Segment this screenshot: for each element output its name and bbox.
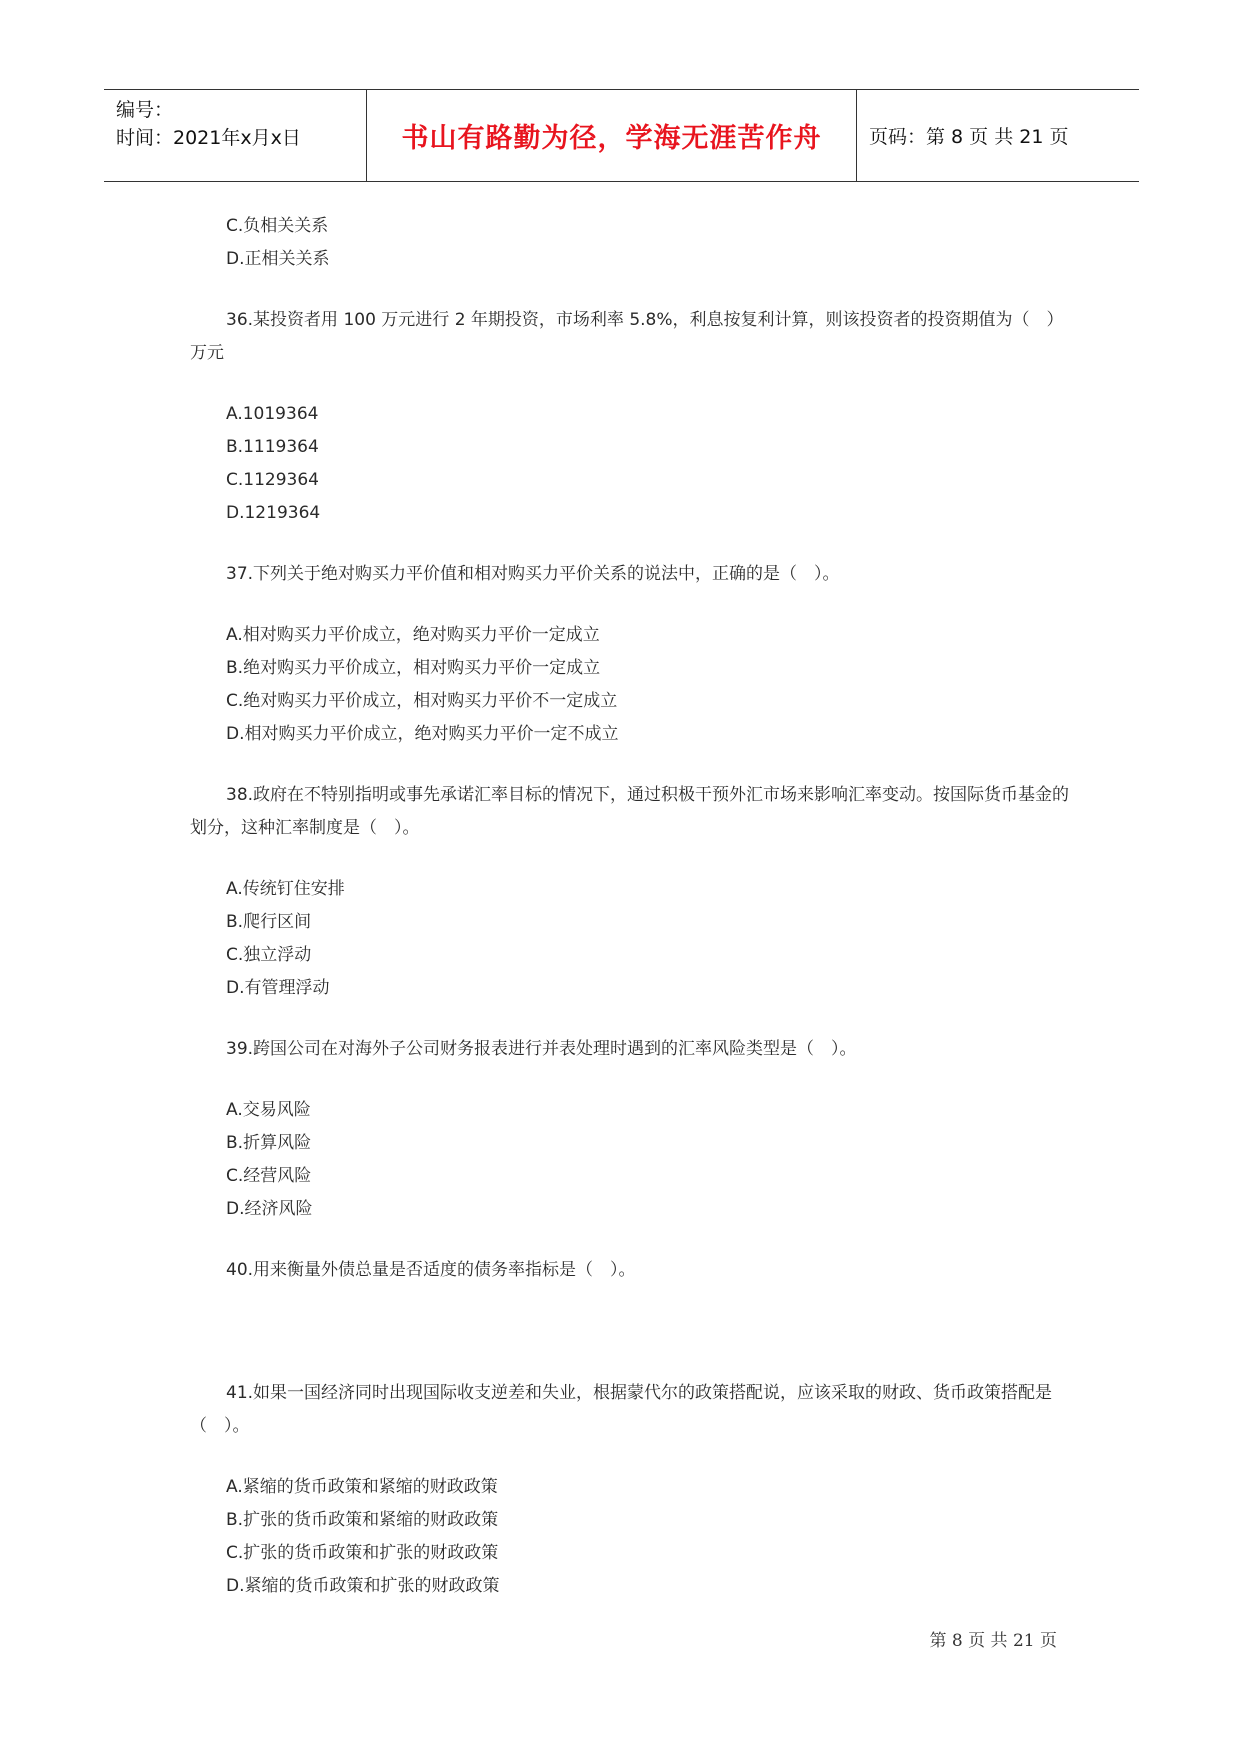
time-label: 时间：2021年x月x日 [116, 127, 301, 149]
question-41: 41.如果一国经济同时出现国际收支逆差和失业，根据蒙代尔的政策搭配说，应该采取的财政、货币政策搭配是（ ）。 [190, 1383, 1053, 1436]
question-36: 36.某投资者用 100 万元进行 2 年期投资，市场利率 5.8%，利息按复利计算，则该投资者的投资期值为（ ）万元 [190, 310, 1064, 363]
option-38-d: D.有管理浮动 [226, 978, 330, 998]
option-41-d: D.紧缩的货币政策和扩张的财政政策 [226, 1576, 500, 1596]
option-36-b: B.1119364 [226, 437, 319, 457]
number-label: 编号： [116, 99, 174, 121]
option-39-b: B.折算风险 [226, 1133, 312, 1153]
option-36-a: A.1019364 [226, 404, 319, 424]
option-37-d: D.相对购买力平价成立，绝对购买力平价一定不成立 [226, 724, 619, 744]
option-36-c: C.1129364 [226, 470, 319, 490]
header-motto: 书山有路勤为径，学海无涯苦作舟 [367, 90, 857, 181]
option-38-c: C.独立浮动 [226, 945, 312, 965]
document-body [190, 210, 1070, 1603]
question-37: 37.下列关于绝对购买力平价值和相对购买力平价关系的说法中，正确的是（ ）。 [226, 564, 840, 584]
option-41-b: B.扩张的货币政策和紧缩的财政政策 [226, 1510, 499, 1530]
list-item: D.正相关关系 [226, 249, 330, 269]
page-footer: 第 8 页 共 21 页 [929, 1631, 1057, 1651]
option-36-d: D.1219364 [226, 503, 321, 523]
option-37-a: A.相对购买力平价成立，绝对购买力平价一定成立 [226, 625, 600, 645]
option-38-b: B.爬行区间 [226, 912, 312, 932]
option-39-a: A.交易风险 [226, 1100, 311, 1120]
option-41-c: C.扩张的货币政策和扩张的财政政策 [226, 1543, 499, 1563]
option-37-b: B.绝对购买力平价成立，相对购买力平价一定成立 [226, 658, 601, 678]
list-item: C.负相关关系 [226, 216, 329, 236]
question-38: 38.政府在不特别指明或事先承诺汇率目标的情况下，通过积极干预外汇市场来影响汇率变动。按国际货币基金的划分，这种汇率制度是（ ）。 [190, 785, 1070, 838]
option-41-a: A.紧缩的货币政策和紧缩的财政政策 [226, 1477, 498, 1497]
option-37-c: C.绝对购买力平价成立，相对购买力平价不一定成立 [226, 691, 618, 711]
option-39-d: D.经济风险 [226, 1199, 313, 1219]
option-38-a: A.传统钉住安排 [226, 879, 345, 899]
option-39-c: C.经营风险 [226, 1166, 312, 1186]
header-page-label: 页码：第 8 页 共 21 页 [869, 126, 1069, 148]
question-40: 40.用来衡量外债总量是否适度的债务率指标是（ ）。 [226, 1260, 636, 1280]
question-39: 39.跨国公司在对海外子公司财务报表进行并表处理时遇到的汇率风险类型是（ ）。 [226, 1039, 857, 1059]
page-header [104, 89, 1139, 182]
header-meta [104, 90, 367, 181]
